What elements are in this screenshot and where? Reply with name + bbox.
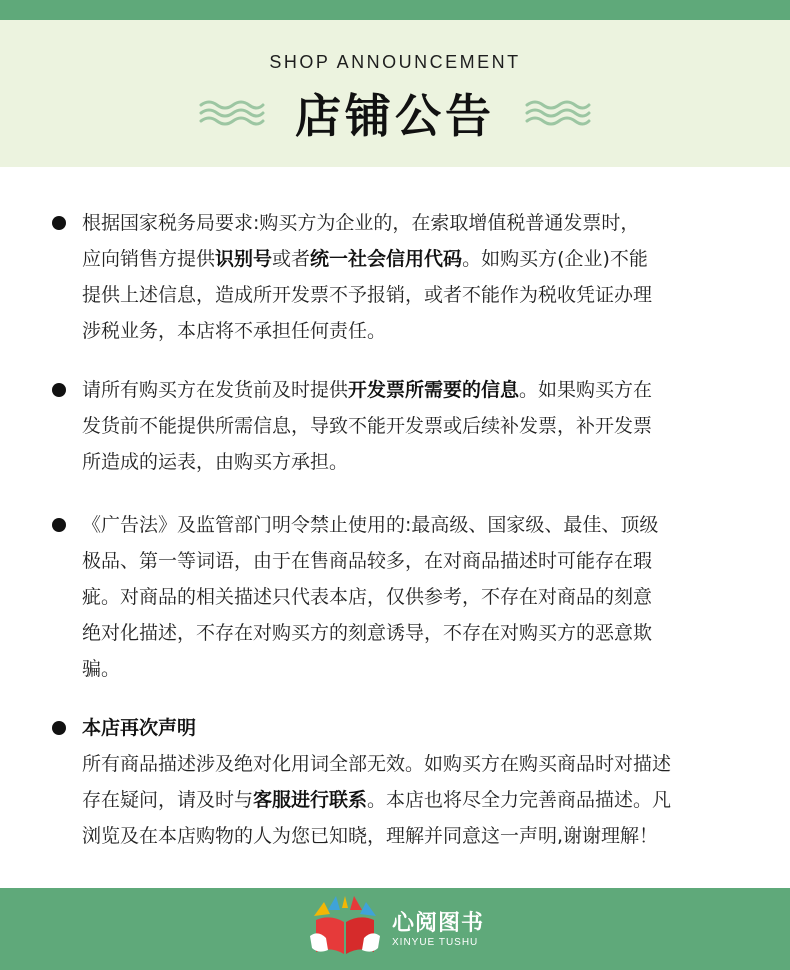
page-title: 店铺公告 <box>295 89 495 143</box>
text-line <box>82 444 752 480</box>
bold-text: 本店再次声明 <box>82 717 197 739</box>
item-text <box>82 205 752 349</box>
text-segment: 或者 <box>272 248 311 270</box>
text-segment: 。如果购买方在 <box>519 379 653 401</box>
item-text <box>82 372 752 480</box>
text-line <box>82 507 752 543</box>
text-line <box>82 277 752 313</box>
text-segment: 极品、第一等词语，由于在售商品较多，在对商品描述时可能存在瑕 <box>82 550 653 572</box>
text-line <box>82 372 752 408</box>
bold-text: 开发票所需要的信息 <box>348 379 520 401</box>
text-line <box>82 782 752 818</box>
title-row <box>0 84 790 142</box>
announcement-header <box>0 20 790 167</box>
text-segment: 发货前不能提供所需信息，导致不能开发票或后续补发票，补开发票 <box>82 415 653 437</box>
text-line <box>82 651 752 687</box>
text-segment: 《广告法》及监管部门明令禁止使用的:最高级、国家级、最佳、顶级 <box>82 514 659 536</box>
announcement-body <box>0 167 790 887</box>
text-segment: 所有商品描述涉及绝对化用词全部无效。如购买方在购买商品时对描述 <box>82 753 672 775</box>
text-line <box>82 408 752 444</box>
text-segment: 骗。 <box>82 658 121 680</box>
bold-text: 识别号 <box>215 248 273 270</box>
header-subtitle: SHOP ANNOUNCEMENT <box>269 52 521 72</box>
wave-left-icon <box>199 98 265 128</box>
bullet-icon <box>52 383 66 397</box>
text-segment: 提供上述信息，造成所开发票不予报销，或者不能作为税收凭证办理 <box>82 284 653 306</box>
bullet-icon <box>52 216 66 230</box>
text-line <box>82 579 752 615</box>
bullet-icon <box>52 721 66 735</box>
item-text <box>82 507 752 687</box>
logo-chinese-name: 心阅图书 <box>392 911 485 936</box>
book-hands-logo-icon <box>306 896 384 962</box>
text-segment: 存在疑问，请及时与 <box>82 789 254 811</box>
text-segment: 涉税业务，本店将不承担任何责任。 <box>82 320 387 342</box>
text-segment: 所造成的运表，由购买方承担。 <box>82 451 349 473</box>
text-line <box>82 543 752 579</box>
text-segment: 应向销售方提供 <box>82 248 216 270</box>
text-segment: 浏览及在本店购物的人为您已知晓，理解并同意这一声明,谢谢理解！ <box>82 825 659 847</box>
text-segment: 绝对化描述，不存在对购买方的刻意诱导，不存在对购买方的恶意欺 <box>82 622 653 644</box>
brand-logo <box>306 896 506 962</box>
bold-text: 统一社会信用代码 <box>310 248 463 270</box>
logo-english-name: XINYUE TUSHU <box>392 937 479 948</box>
text-line <box>82 710 752 746</box>
text-segment: 。本店也将尽全力完善商品描述。凡 <box>367 789 672 811</box>
text-line <box>82 313 752 349</box>
footer-bar <box>0 888 790 970</box>
text-segment: 根据国家税务局要求:购买方为企业的，在索取增值税普通发票时， <box>82 212 640 234</box>
text-line <box>82 746 752 782</box>
item-text <box>82 710 752 854</box>
top-bar <box>0 0 790 20</box>
text-line <box>82 615 752 651</box>
text-line <box>82 818 752 854</box>
text-line <box>82 241 752 277</box>
text-segment: 疵。对商品的相关描述只代表本店，仅供参考，不存在对商品的刻意 <box>82 586 653 608</box>
bullet-icon <box>52 518 66 532</box>
wave-right-icon <box>525 98 591 128</box>
text-segment: 。如购买方(企业)不能 <box>462 248 648 270</box>
text-segment: 请所有购买方在发货前及时提供 <box>82 379 349 401</box>
bold-text: 客服进行联系 <box>253 789 368 811</box>
text-line <box>82 205 752 241</box>
